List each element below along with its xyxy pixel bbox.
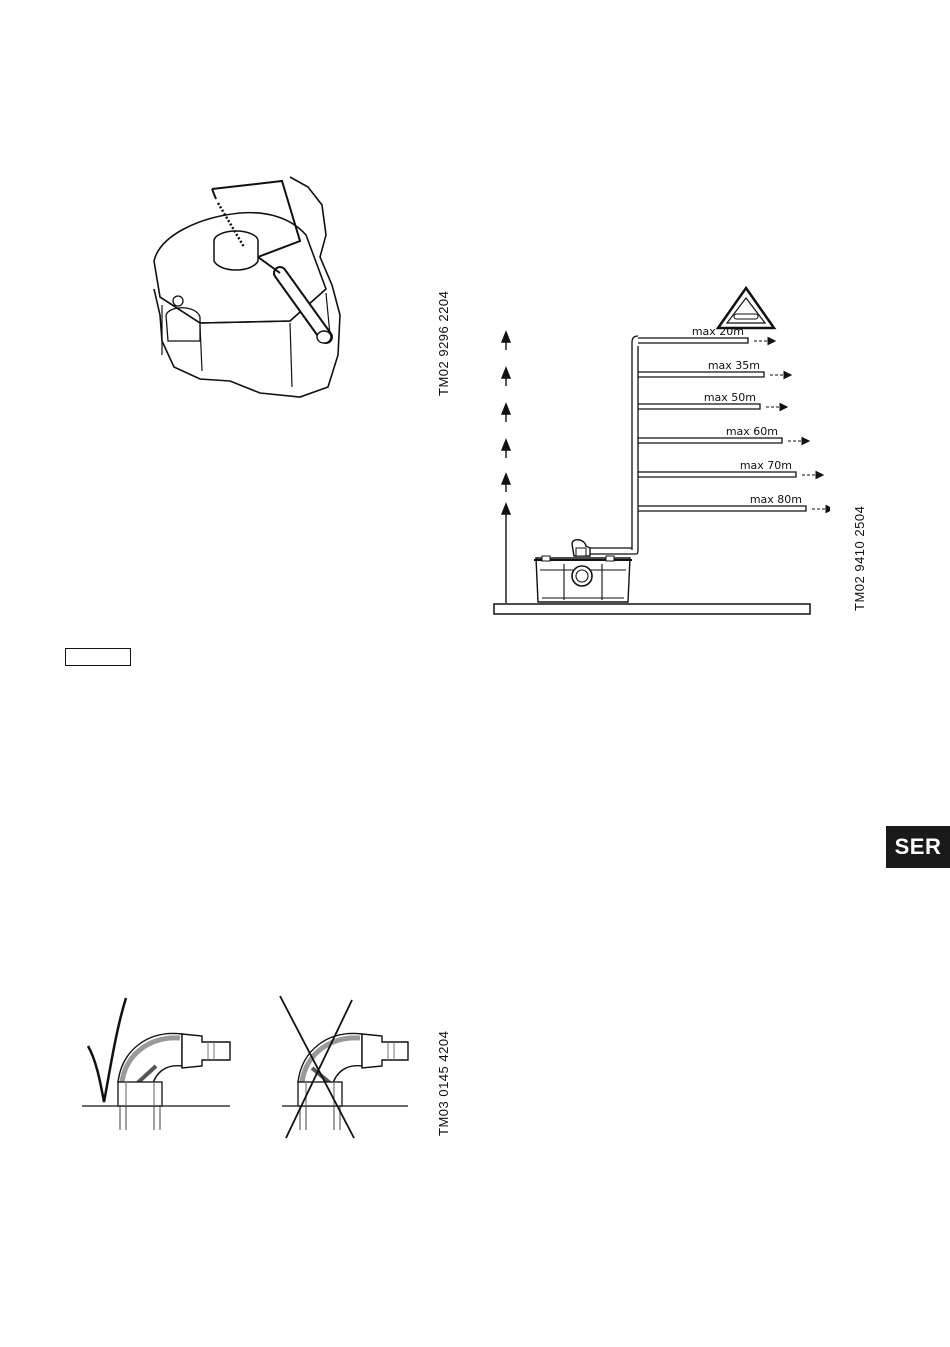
figure-code-heights: TM02 9410 2504 (852, 505, 867, 611)
discharge-run (638, 438, 782, 443)
discharge-run (638, 404, 760, 409)
pump-unit (534, 540, 632, 602)
discharge-height-diagram (490, 280, 830, 620)
discharge-run (638, 506, 806, 511)
cutting-inlet-illustration (140, 165, 360, 405)
correct-install (82, 1033, 230, 1130)
riser-pipe (590, 336, 638, 554)
run-label: max 70m (739, 459, 792, 472)
run-label: max 80m (749, 493, 802, 506)
run-label: max 35m (707, 359, 760, 372)
discharge-run (638, 372, 764, 377)
discharge-run (638, 472, 796, 477)
floor-slab (494, 604, 810, 614)
height-arrows (502, 332, 510, 603)
language-tab: SER (886, 826, 950, 868)
figure-code-cutting: TM02 9296 2204 (436, 290, 451, 396)
elbow-connection-illustration (82, 990, 412, 1140)
run-label: max 20m (691, 325, 744, 338)
run-label: max 50m (703, 391, 756, 404)
figure-code-elbow: TM03 0145 4204 (436, 1030, 451, 1136)
run-label: max 60m (725, 425, 778, 438)
wrong-install (282, 1033, 408, 1130)
note-label-box (65, 648, 131, 666)
discharge-run (638, 338, 748, 343)
warning-triangle-icon (718, 288, 774, 328)
